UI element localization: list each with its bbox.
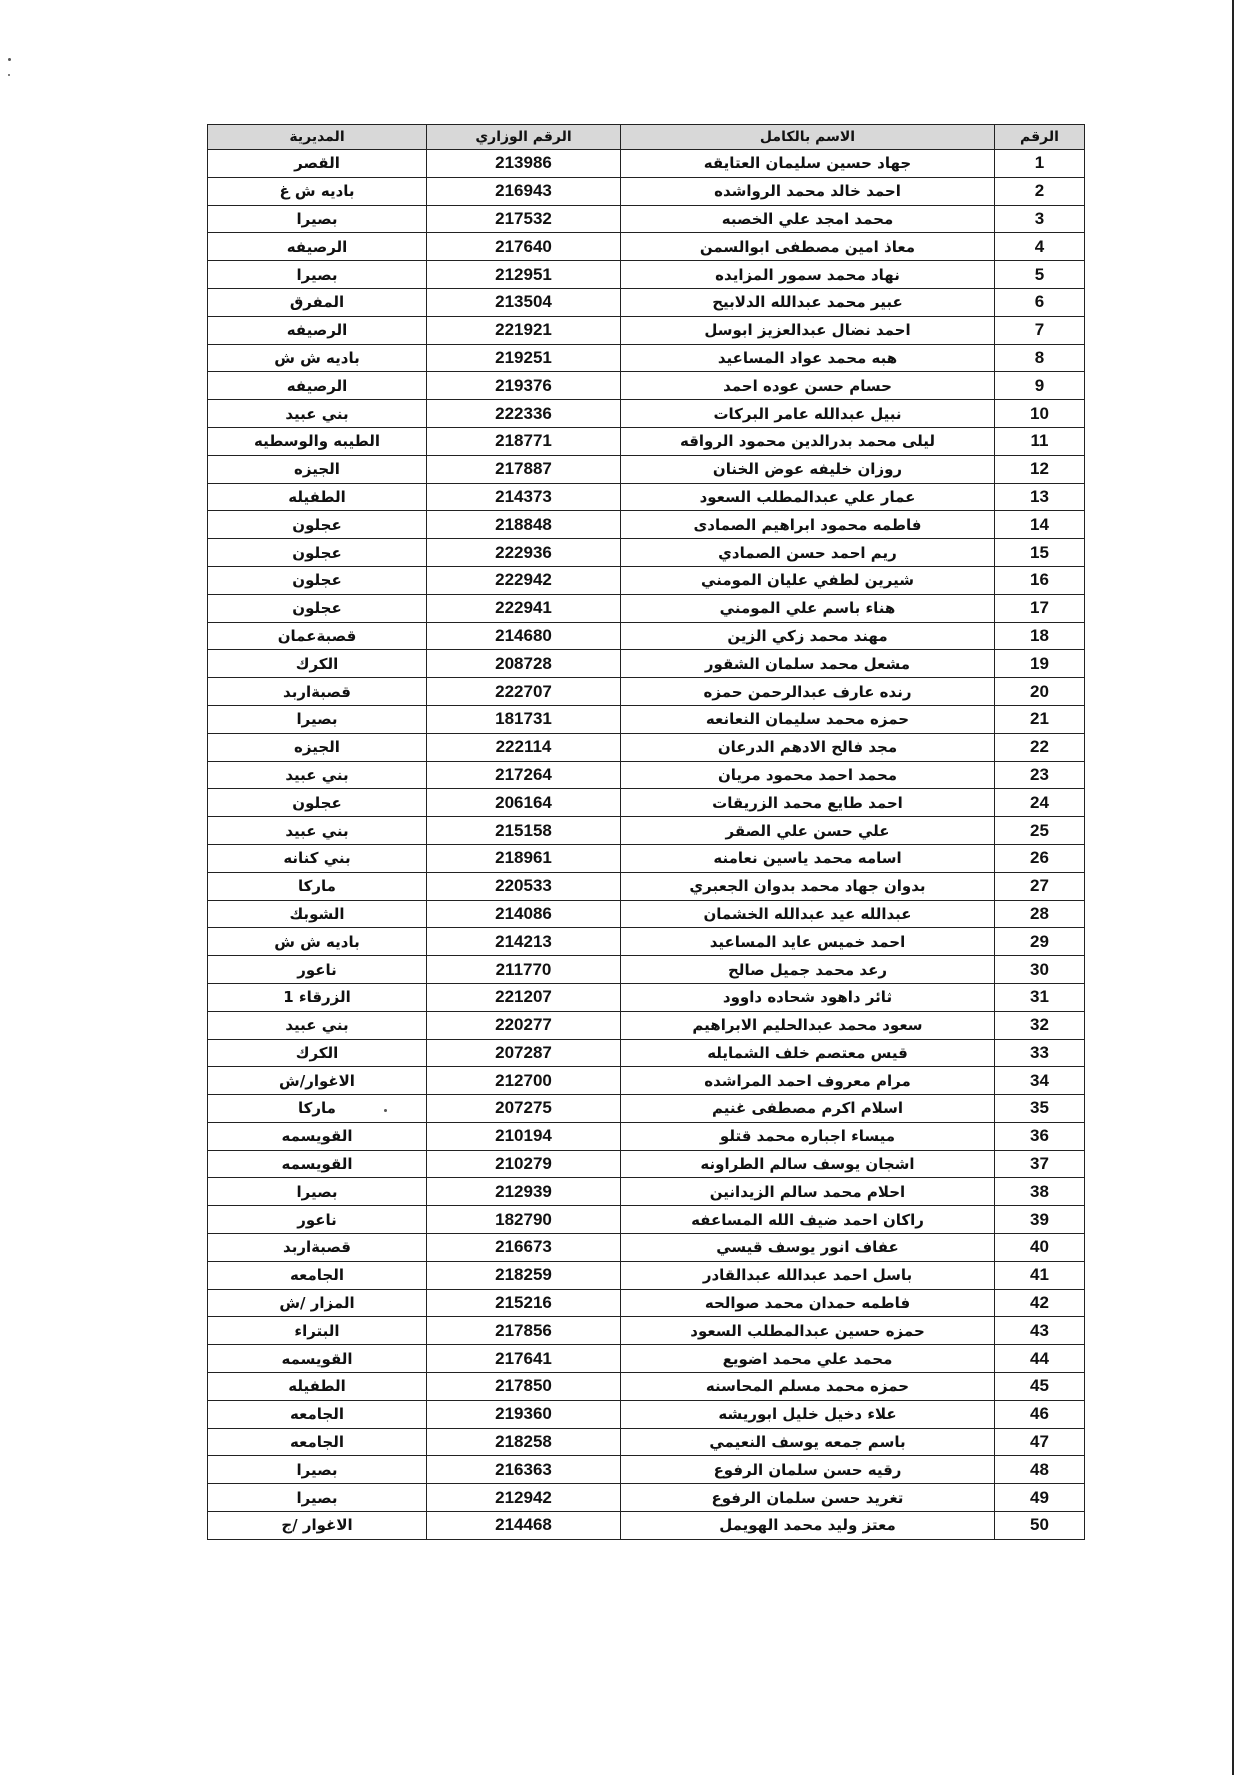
- cell-directorate: بني عبيد: [208, 761, 427, 789]
- table-row: [208, 261, 1085, 289]
- cell-full-name: اسامه محمد ياسين نعامنه: [621, 844, 995, 872]
- table-row: [208, 539, 1085, 567]
- cell-directorate: الطفيله: [208, 483, 427, 511]
- cell-full-name: روزان خليفه عوض الخنان: [621, 455, 995, 483]
- cell-directorate: بصيرا: [208, 705, 427, 733]
- cell-ministry-id: 215158: [427, 817, 621, 845]
- cell-full-name: نبيل عبدالله عامر البركات: [621, 400, 995, 428]
- cell-number: 37: [995, 1150, 1085, 1178]
- cell-full-name: علاء دخيل خليل ابوريشه: [621, 1400, 995, 1428]
- cell-number: 36: [995, 1122, 1085, 1150]
- cell-ministry-id: 215216: [427, 1289, 621, 1317]
- cell-ministry-id: 214213: [427, 928, 621, 956]
- cell-ministry-id: 219251: [427, 344, 621, 372]
- cell-directorate: الاغوار/ش: [208, 1067, 427, 1095]
- cell-ministry-id: 182790: [427, 1206, 621, 1234]
- table-row: [208, 928, 1085, 956]
- cell-full-name: قيس معتصم خلف الشمايله: [621, 1039, 995, 1067]
- cell-full-name: احمد نضال عبدالعزيز ابوسل: [621, 316, 995, 344]
- cell-ministry-id: 217640: [427, 233, 621, 261]
- cell-number: 19: [995, 650, 1085, 678]
- table-row: [208, 1067, 1085, 1095]
- cell-ministry-id: 221921: [427, 316, 621, 344]
- header-full-name: الاسم بالكامل: [621, 125, 995, 150]
- cell-directorate: عجلون: [208, 539, 427, 567]
- cell-number: 34: [995, 1067, 1085, 1095]
- cell-directorate: بصيرا: [208, 261, 427, 289]
- cell-full-name: مشعل محمد سلمان الشقور: [621, 650, 995, 678]
- cell-full-name: احمد طايع محمد الزريقات: [621, 789, 995, 817]
- cell-ministry-id: 219360: [427, 1400, 621, 1428]
- cell-ministry-id: 221207: [427, 983, 621, 1011]
- cell-ministry-id: 222114: [427, 733, 621, 761]
- table-row: [208, 733, 1085, 761]
- cell-full-name: باسل احمد عبدالله عبدالقادر: [621, 1261, 995, 1289]
- cell-full-name: عمار علي عبدالمطلب السعود: [621, 483, 995, 511]
- table-row: [208, 1345, 1085, 1373]
- table-row: [208, 1234, 1085, 1262]
- cell-number: 21: [995, 705, 1085, 733]
- cell-ministry-id: 217641: [427, 1345, 621, 1373]
- table-row: [208, 427, 1085, 455]
- cell-full-name: مهند محمد زكي الزين: [621, 622, 995, 650]
- cell-ministry-id: 214086: [427, 900, 621, 928]
- table-row: [208, 1178, 1085, 1206]
- header-ministry-id: الرقم الوزاري: [427, 125, 621, 150]
- cell-number: 20: [995, 678, 1085, 706]
- cell-number: 17: [995, 594, 1085, 622]
- cell-ministry-id: 206164: [427, 789, 621, 817]
- cell-number: 9: [995, 372, 1085, 400]
- cell-directorate: بصيرا: [208, 1456, 427, 1484]
- cell-directorate: الجامعه: [208, 1428, 427, 1456]
- cell-number: 40: [995, 1234, 1085, 1262]
- cell-full-name: عبدالله عيد عبدالله الخشمان: [621, 900, 995, 928]
- cell-ministry-id: 216943: [427, 177, 621, 205]
- table-row: [208, 900, 1085, 928]
- table-row: [208, 1206, 1085, 1234]
- table-row: [208, 1512, 1085, 1540]
- cell-directorate: باديه ش ش: [208, 928, 427, 956]
- table-row: [208, 650, 1085, 678]
- cell-ministry-id: 222707: [427, 678, 621, 706]
- cell-directorate: عجلون: [208, 511, 427, 539]
- table-row: [208, 1150, 1085, 1178]
- cell-number: 24: [995, 789, 1085, 817]
- cell-ministry-id: 218961: [427, 844, 621, 872]
- table-row: [208, 705, 1085, 733]
- cell-number: 32: [995, 1011, 1085, 1039]
- cell-number: 16: [995, 566, 1085, 594]
- cell-directorate: البتراء: [208, 1317, 427, 1345]
- cell-ministry-id: 210279: [427, 1150, 621, 1178]
- cell-full-name: احمد خالد محمد الرواشده: [621, 177, 995, 205]
- cell-directorate: بني عبيد: [208, 817, 427, 845]
- table-row: [208, 233, 1085, 261]
- table-row: [208, 1095, 1085, 1123]
- table-row: [208, 1317, 1085, 1345]
- cell-number: 7: [995, 316, 1085, 344]
- cell-number: 15: [995, 539, 1085, 567]
- cell-directorate: الزرقاء 1: [208, 983, 427, 1011]
- table-row: [208, 983, 1085, 1011]
- cell-directorate: قصبةاربد: [208, 1234, 427, 1262]
- cell-directorate: باديه ش ش: [208, 344, 427, 372]
- cell-full-name: ميساء اجباره محمد قتلو: [621, 1122, 995, 1150]
- cell-full-name: احمد خميس عايد المساعيد: [621, 928, 995, 956]
- cell-number: 42: [995, 1289, 1085, 1317]
- table-header-row: [208, 125, 1085, 150]
- scan-speck: [8, 74, 10, 76]
- cell-full-name: رعد محمد جميل صالح: [621, 956, 995, 984]
- cell-full-name: عفاف انور يوسف قيسي: [621, 1234, 995, 1262]
- cell-full-name: فاطمه حمدان محمد صوالحه: [621, 1289, 995, 1317]
- cell-full-name: مرام معروف احمد المراشده: [621, 1067, 995, 1095]
- cell-full-name: ريم احمد حسن الصمادي: [621, 539, 995, 567]
- table-row: [208, 956, 1085, 984]
- cell-ministry-id: 217887: [427, 455, 621, 483]
- cell-number: 12: [995, 455, 1085, 483]
- cell-directorate: عجلون: [208, 594, 427, 622]
- cell-ministry-id: 208728: [427, 650, 621, 678]
- cell-full-name: اسلام اكرم مصطفى غنيم: [621, 1095, 995, 1123]
- cell-directorate: الجامعه: [208, 1400, 427, 1428]
- cell-number: 30: [995, 956, 1085, 984]
- cell-number: 35: [995, 1095, 1085, 1123]
- cell-full-name: مجد فالح الادهم الدرعان: [621, 733, 995, 761]
- cell-ministry-id: 213504: [427, 288, 621, 316]
- cell-directorate: بصيرا: [208, 205, 427, 233]
- cell-directorate: بني عبيد: [208, 400, 427, 428]
- table-row: [208, 372, 1085, 400]
- cell-ministry-id: 216363: [427, 1456, 621, 1484]
- cell-number: 5: [995, 261, 1085, 289]
- cell-full-name: بدوان جهاد محمد بدوان الجعبري: [621, 872, 995, 900]
- cell-number: 23: [995, 761, 1085, 789]
- cell-ministry-id: 220277: [427, 1011, 621, 1039]
- cell-full-name: محمد امجد علي الخصبه: [621, 205, 995, 233]
- cell-directorate: الرصيفه: [208, 316, 427, 344]
- cell-full-name: حمزه حسين عبدالمطلب السعود: [621, 1317, 995, 1345]
- cell-full-name: حسام حسن عوده احمد: [621, 372, 995, 400]
- cell-full-name: علي حسن علي الصقر: [621, 817, 995, 845]
- cell-directorate: الرصيفه: [208, 372, 427, 400]
- cell-number: 1: [995, 150, 1085, 178]
- cell-ministry-id: 222936: [427, 539, 621, 567]
- cell-ministry-id: 217532: [427, 205, 621, 233]
- cell-full-name: تغريد حسن سلمان الرفوع: [621, 1484, 995, 1512]
- cell-ministry-id: 214468: [427, 1512, 621, 1540]
- table-row: [208, 177, 1085, 205]
- table-row: [208, 1261, 1085, 1289]
- table-row: [208, 400, 1085, 428]
- table-row: [208, 872, 1085, 900]
- table-row: [208, 1011, 1085, 1039]
- cell-ministry-id: 217856: [427, 1317, 621, 1345]
- cell-ministry-id: 210194: [427, 1122, 621, 1150]
- cell-number: 31: [995, 983, 1085, 1011]
- cell-number: 18: [995, 622, 1085, 650]
- cell-full-name: شيرين لطفي عليان المومني: [621, 566, 995, 594]
- cell-full-name: نهاد محمد سمور المزايده: [621, 261, 995, 289]
- cell-number: 41: [995, 1261, 1085, 1289]
- cell-number: 33: [995, 1039, 1085, 1067]
- cell-directorate: قصبةعمان: [208, 622, 427, 650]
- cell-directorate: القويسمه: [208, 1345, 427, 1373]
- cell-full-name: سعود محمد عبدالحليم الابراهيم: [621, 1011, 995, 1039]
- cell-number: 44: [995, 1345, 1085, 1373]
- personnel-table: [207, 124, 1085, 1540]
- cell-directorate: الاغوار /ج: [208, 1512, 427, 1540]
- cell-number: 6: [995, 288, 1085, 316]
- table-row: [208, 566, 1085, 594]
- cell-ministry-id: 218771: [427, 427, 621, 455]
- table-row: [208, 817, 1085, 845]
- cell-number: 4: [995, 233, 1085, 261]
- table-row: [208, 1122, 1085, 1150]
- cell-full-name: اشجان يوسف سالم الطراونه: [621, 1150, 995, 1178]
- table-row: [208, 1428, 1085, 1456]
- cell-ministry-id: 222942: [427, 566, 621, 594]
- cell-directorate: بصيرا: [208, 1484, 427, 1512]
- cell-directorate: قصبةاربد: [208, 678, 427, 706]
- cell-directorate: الشوبك: [208, 900, 427, 928]
- cell-full-name: هناء باسم علي المومني: [621, 594, 995, 622]
- cell-full-name: ليلى محمد بدرالدين محمود الرواقه: [621, 427, 995, 455]
- cell-number: 48: [995, 1456, 1085, 1484]
- cell-full-name: رقيه حسن سلمان الرفوع: [621, 1456, 995, 1484]
- cell-number: 26: [995, 844, 1085, 872]
- cell-directorate: الجيزه: [208, 455, 427, 483]
- cell-full-name: حمزه محمد مسلم المحاسنه: [621, 1373, 995, 1401]
- cell-full-name: راكان احمد ضيف الله المساعفه: [621, 1206, 995, 1234]
- table-row: [208, 761, 1085, 789]
- cell-number: 25: [995, 817, 1085, 845]
- table-row: [208, 455, 1085, 483]
- table-row: [208, 344, 1085, 372]
- cell-directorate: القصر: [208, 150, 427, 178]
- cell-ministry-id: 211770: [427, 956, 621, 984]
- cell-directorate: القويسمه: [208, 1122, 427, 1150]
- table-body: [208, 150, 1085, 1540]
- cell-number: 45: [995, 1373, 1085, 1401]
- cell-number: 13: [995, 483, 1085, 511]
- cell-full-name: باسم جمعه يوسف النعيمي: [621, 1428, 995, 1456]
- cell-ministry-id: 212939: [427, 1178, 621, 1206]
- cell-ministry-id: 216673: [427, 1234, 621, 1262]
- table-row: [208, 844, 1085, 872]
- cell-number: 38: [995, 1178, 1085, 1206]
- cell-directorate: ماركا: [208, 872, 427, 900]
- cell-ministry-id: 218848: [427, 511, 621, 539]
- table-row: [208, 150, 1085, 178]
- cell-full-name: معاذ امين مصطفى ابوالسمن: [621, 233, 995, 261]
- cell-directorate: عجلون: [208, 566, 427, 594]
- cell-ministry-id: 219376: [427, 372, 621, 400]
- cell-directorate: الجيزه: [208, 733, 427, 761]
- cell-ministry-id: 181731: [427, 705, 621, 733]
- cell-directorate: باديه ش غ: [208, 177, 427, 205]
- cell-ministry-id: 207287: [427, 1039, 621, 1067]
- table-row: [208, 1289, 1085, 1317]
- table-row: [208, 622, 1085, 650]
- cell-directorate: القويسمه: [208, 1150, 427, 1178]
- cell-ministry-id: 207275: [427, 1095, 621, 1123]
- cell-ministry-id: 217264: [427, 761, 621, 789]
- table-row: [208, 678, 1085, 706]
- cell-number: 14: [995, 511, 1085, 539]
- cell-full-name: رنده عارف عبدالرحمن حمزه: [621, 678, 995, 706]
- cell-number: 47: [995, 1428, 1085, 1456]
- cell-ministry-id: 222941: [427, 594, 621, 622]
- cell-ministry-id: 212942: [427, 1484, 621, 1512]
- cell-directorate: الطفيله: [208, 1373, 427, 1401]
- table-row: [208, 594, 1085, 622]
- cell-full-name: محمد علي محمد اضويع: [621, 1345, 995, 1373]
- header-directorate: المديرية: [208, 125, 427, 150]
- cell-ministry-id: 212951: [427, 261, 621, 289]
- cell-ministry-id: 218259: [427, 1261, 621, 1289]
- scan-speck: [8, 58, 11, 61]
- cell-ministry-id: 213986: [427, 150, 621, 178]
- cell-directorate: الطيبه والوسطيه: [208, 427, 427, 455]
- cell-full-name: ثائر داهود شحاده داوود: [621, 983, 995, 1011]
- cell-number: 3: [995, 205, 1085, 233]
- cell-directorate: الرصيفه: [208, 233, 427, 261]
- cell-number: 10: [995, 400, 1085, 428]
- cell-ministry-id: 222336: [427, 400, 621, 428]
- table-row: [208, 1484, 1085, 1512]
- cell-directorate: بني عبيد: [208, 1011, 427, 1039]
- cell-ministry-id: 217850: [427, 1373, 621, 1401]
- cell-full-name: حمزه محمد سليمان النعانعه: [621, 705, 995, 733]
- cell-ministry-id: 220533: [427, 872, 621, 900]
- table-row: [208, 789, 1085, 817]
- table-row: [208, 511, 1085, 539]
- table-row: [208, 316, 1085, 344]
- cell-directorate: المفرق: [208, 288, 427, 316]
- cell-directorate: الجامعه: [208, 1261, 427, 1289]
- cell-number: 22: [995, 733, 1085, 761]
- cell-number: 8: [995, 344, 1085, 372]
- cell-directorate: الكرك: [208, 1039, 427, 1067]
- table-row: [208, 1456, 1085, 1484]
- cell-number: 50: [995, 1512, 1085, 1540]
- table-row: [208, 1400, 1085, 1428]
- cell-number: 29: [995, 928, 1085, 956]
- cell-directorate: بني كنانه: [208, 844, 427, 872]
- cell-ministry-id: 218258: [427, 1428, 621, 1456]
- cell-number: 43: [995, 1317, 1085, 1345]
- cell-number: 11: [995, 427, 1085, 455]
- table-row: [208, 1373, 1085, 1401]
- cell-ministry-id: 214373: [427, 483, 621, 511]
- cell-full-name: جهاد حسين سليمان العتايقه: [621, 150, 995, 178]
- header-number: الرقم: [995, 125, 1085, 150]
- cell-full-name: احلام محمد سالم الزيدانين: [621, 1178, 995, 1206]
- cell-ministry-id: 214680: [427, 622, 621, 650]
- cell-directorate: المزار /ش: [208, 1289, 427, 1317]
- cell-full-name: عبير محمد عبدالله الدلابيح: [621, 288, 995, 316]
- cell-directorate: بصيرا: [208, 1178, 427, 1206]
- cell-ministry-id: 212700: [427, 1067, 621, 1095]
- table-row: [208, 483, 1085, 511]
- table-row: [208, 288, 1085, 316]
- table-row: [208, 205, 1085, 233]
- cell-full-name: محمد احمد محمود مريان: [621, 761, 995, 789]
- scan-edge-line: [1232, 0, 1234, 1775]
- table-row: [208, 1039, 1085, 1067]
- cell-number: 39: [995, 1206, 1085, 1234]
- cell-full-name: هبه محمد عواد المساعيد: [621, 344, 995, 372]
- cell-number: 49: [995, 1484, 1085, 1512]
- cell-full-name: فاطمه محمود ابراهيم الصمادى: [621, 511, 995, 539]
- cell-full-name: معتز وليد محمد الهويمل: [621, 1512, 995, 1540]
- cell-number: 2: [995, 177, 1085, 205]
- cell-number: 46: [995, 1400, 1085, 1428]
- cell-directorate: الكرك: [208, 650, 427, 678]
- cell-directorate: عجلون: [208, 789, 427, 817]
- cell-directorate: ناعور: [208, 956, 427, 984]
- cell-number: 27: [995, 872, 1085, 900]
- cell-directorate: ماركا: [208, 1095, 427, 1123]
- cell-number: 28: [995, 900, 1085, 928]
- cell-directorate: ناعور: [208, 1206, 427, 1234]
